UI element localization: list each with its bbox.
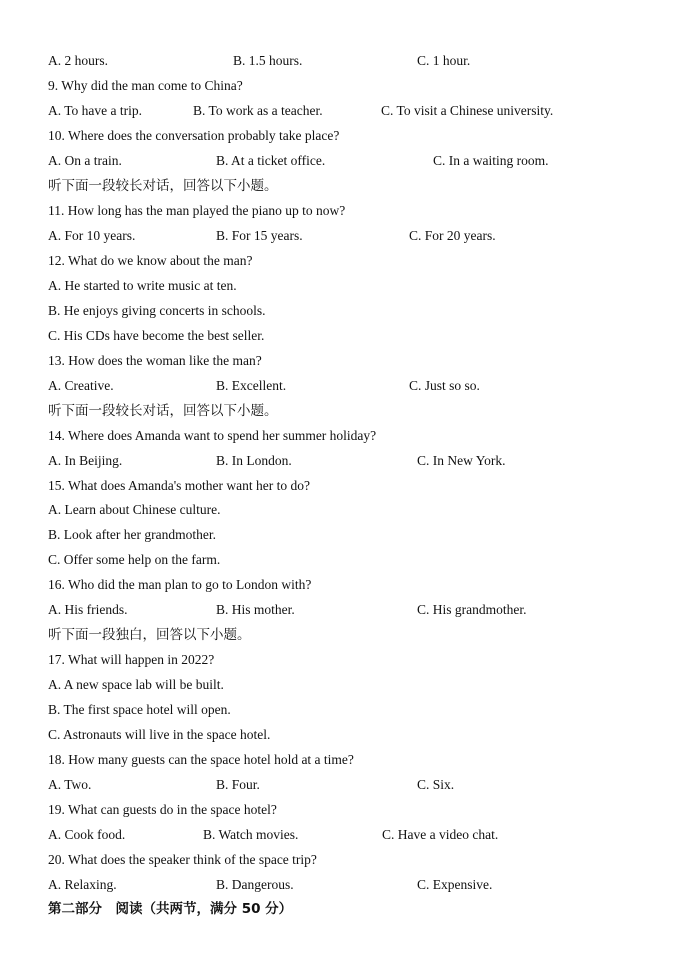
option-c: C. In New York. bbox=[417, 453, 506, 468]
question-12: 12. What do we know about the man? bbox=[48, 253, 253, 268]
option-c: C. His grandmother. bbox=[417, 602, 527, 617]
option-a: A. 2 hours. bbox=[48, 53, 108, 68]
option-b: B. Dangerous. bbox=[216, 877, 294, 892]
option-c: C. For 20 years. bbox=[409, 228, 496, 243]
section-instruction: 听下面一段独白，回答以下小题。 bbox=[48, 627, 251, 643]
option-b: B. At a ticket office. bbox=[216, 153, 326, 168]
question-14: 14. Where does Amanda want to spend her summer holiday? bbox=[48, 428, 377, 443]
option-c: C. In a waiting room. bbox=[433, 153, 549, 168]
option-b: B. Four. bbox=[216, 777, 260, 792]
option-b: B. 1.5 hours. bbox=[233, 53, 303, 68]
option-b: B. In London. bbox=[216, 453, 292, 468]
option-b: B. Watch movies. bbox=[203, 827, 299, 842]
part-two-heading: 第二部分 阅读（共两节，满分 50 分） bbox=[48, 901, 293, 917]
option-b: B. For 15 years. bbox=[216, 228, 303, 243]
option-b: B. The first space hotel will open. bbox=[48, 702, 231, 717]
option-a: A. Two. bbox=[48, 777, 92, 792]
option-c: C. Astronauts will live in the space hotel. bbox=[48, 727, 271, 742]
option-c: C. Have a video chat. bbox=[382, 827, 499, 842]
option-b: B. To work as a teacher. bbox=[193, 103, 323, 118]
question-17: 17. What will happen in 2022? bbox=[48, 652, 215, 667]
option-c: C. To visit a Chinese university. bbox=[381, 103, 554, 118]
option-c: C. Expensive. bbox=[417, 877, 493, 892]
option-b: B. Excellent. bbox=[216, 378, 287, 393]
option-b: B. His mother. bbox=[216, 602, 295, 617]
question-18: 18. How many guests can the space hotel hold at a time? bbox=[48, 752, 354, 767]
option-c: C. His CDs have become the best seller. bbox=[48, 328, 265, 343]
question-20: 20. What does the speaker think of the space trip? bbox=[48, 852, 317, 867]
question-13: 13. How does the woman like the man? bbox=[48, 353, 262, 368]
option-b: B. He enjoys giving concerts in schools. bbox=[48, 303, 266, 318]
option-a: A. Creative. bbox=[48, 378, 114, 393]
option-c: C. Offer some help on the farm. bbox=[48, 552, 221, 567]
option-a: A. He started to write music at ten. bbox=[48, 278, 237, 293]
option-c: C. 1 hour. bbox=[417, 53, 471, 68]
option-a: A. On a train. bbox=[48, 153, 122, 168]
option-c: C. Just so so. bbox=[409, 378, 480, 393]
section-instruction: 听下面一段较长对话，回答以下小题。 bbox=[48, 178, 278, 194]
question-10: 10. Where does the conversation probably take place? bbox=[48, 128, 340, 143]
option-a: A. Relaxing. bbox=[48, 877, 117, 892]
option-b: B. Look after her grandmother. bbox=[48, 527, 216, 542]
question-11: 11. How long has the man played the piano up to now? bbox=[48, 203, 346, 218]
option-c: C. Six. bbox=[417, 777, 455, 792]
option-a: A. For 10 years. bbox=[48, 228, 136, 243]
option-a: A. His friends. bbox=[48, 602, 128, 617]
option-a: A. Learn about Chinese culture. bbox=[48, 502, 221, 517]
question-9: 9. Why did the man come to China? bbox=[48, 78, 243, 93]
option-a: A. In Beijing. bbox=[48, 453, 123, 468]
question-16: 16. Who did the man plan to go to London with? bbox=[48, 577, 312, 592]
section-instruction: 听下面一段较长对话，回答以下小题。 bbox=[48, 403, 278, 419]
option-a: A. To have a trip. bbox=[48, 103, 143, 118]
option-a: A. A new space lab will be built. bbox=[48, 677, 224, 692]
option-a: A. Cook food. bbox=[48, 827, 126, 842]
question-15: 15. What does Amanda's mother want her to do? bbox=[48, 478, 310, 493]
question-19: 19. What can guests do in the space hotel? bbox=[48, 802, 277, 817]
